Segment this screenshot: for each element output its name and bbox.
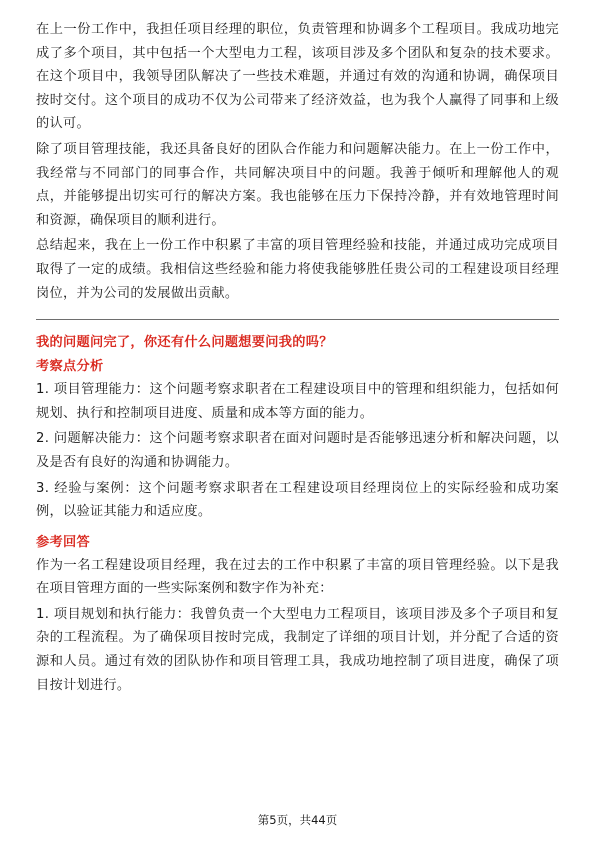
body-paragraph: 总结起来，我在上一份工作中积累了丰富的项目管理经验和技能，并通过成功完成项目取得了一定的成绩。我相信这些经验和能力将使我能够胜任贵公司的工程建设项目经理岗位，并为公司的发展做出贡献。 bbox=[36, 238, 559, 301]
page-number: 第5页，共44页 bbox=[257, 813, 338, 827]
analysis-item: 3. 经验与案例：这个问题考察求职者在工程建设项目经理岗位上的实际经验和成功案例，以验证其能力和适应度。 bbox=[36, 480, 559, 520]
page-content bbox=[36, 18, 559, 699]
section-divider bbox=[36, 319, 559, 320]
analysis-item: 2. 问题解决能力：这个问题考察求职者在面对问题时是否能够迅速分析和解决问题，以及是否有良好的沟通和协调能力。 bbox=[36, 431, 559, 470]
analysis-item: 1. 项目管理能力：这个问题考察求职者在工程建设项目中的管理和组织能力，包括如何规划、执行和控制项目进度、质量和成本等方面的能力。 bbox=[36, 382, 559, 421]
body-paragraph: 在上一份工作中，我担任项目经理的职位，负责管理和协调多个工程项目。我成功地完成了多个项目，其中包括一个大型电力工程，该项目涉及多个团队和复杂的技术要求。在这个项目中，我领导团队解决了一些技术难题，并通过有效的沟通和协调，确保项目按时交付。这个项目的成功不仅为公司带来了经济效益，也为我个人赢得了同事和上级的认可。 bbox=[36, 22, 559, 132]
answer-intro: 作为一名工程建设项目经理，我在过去的工作中积累了丰富的项目管理经验。以下是我在项目管理方面的一些实际案例和数字作为补充： bbox=[36, 557, 559, 597]
answer-item: 1. 项目规划和执行能力：我曾负责一个大型电力工程项目，该项目涉及多个子项目和复杂的工程流程。为了确保项目按时完成，我制定了详细的项目计划，并分配了合适的资源和人员。通过有效的团队协作和项目管理工具，我成功地控制了项目进度，确保了项目按计划进行。 bbox=[36, 606, 559, 693]
answer-heading: 参考回答 bbox=[36, 534, 90, 550]
body-paragraph: 除了项目管理技能，我还具备良好的团队合作能力和问题解决能力。在上一份工作中，我经常与不同部门的同事合作，共同解决项目中的问题。我善于倾听和理解他人的观点，并能够提出切实可行的解决方案。我也能够在压力下保持冷静，并有效地管理时间和资源，确保项目的顺利进行。 bbox=[36, 141, 559, 228]
question-heading: 我的问题问完了，你还有什么问题想要问我的吗？ bbox=[36, 335, 333, 351]
analysis-heading: 考察点分析 bbox=[36, 359, 104, 375]
